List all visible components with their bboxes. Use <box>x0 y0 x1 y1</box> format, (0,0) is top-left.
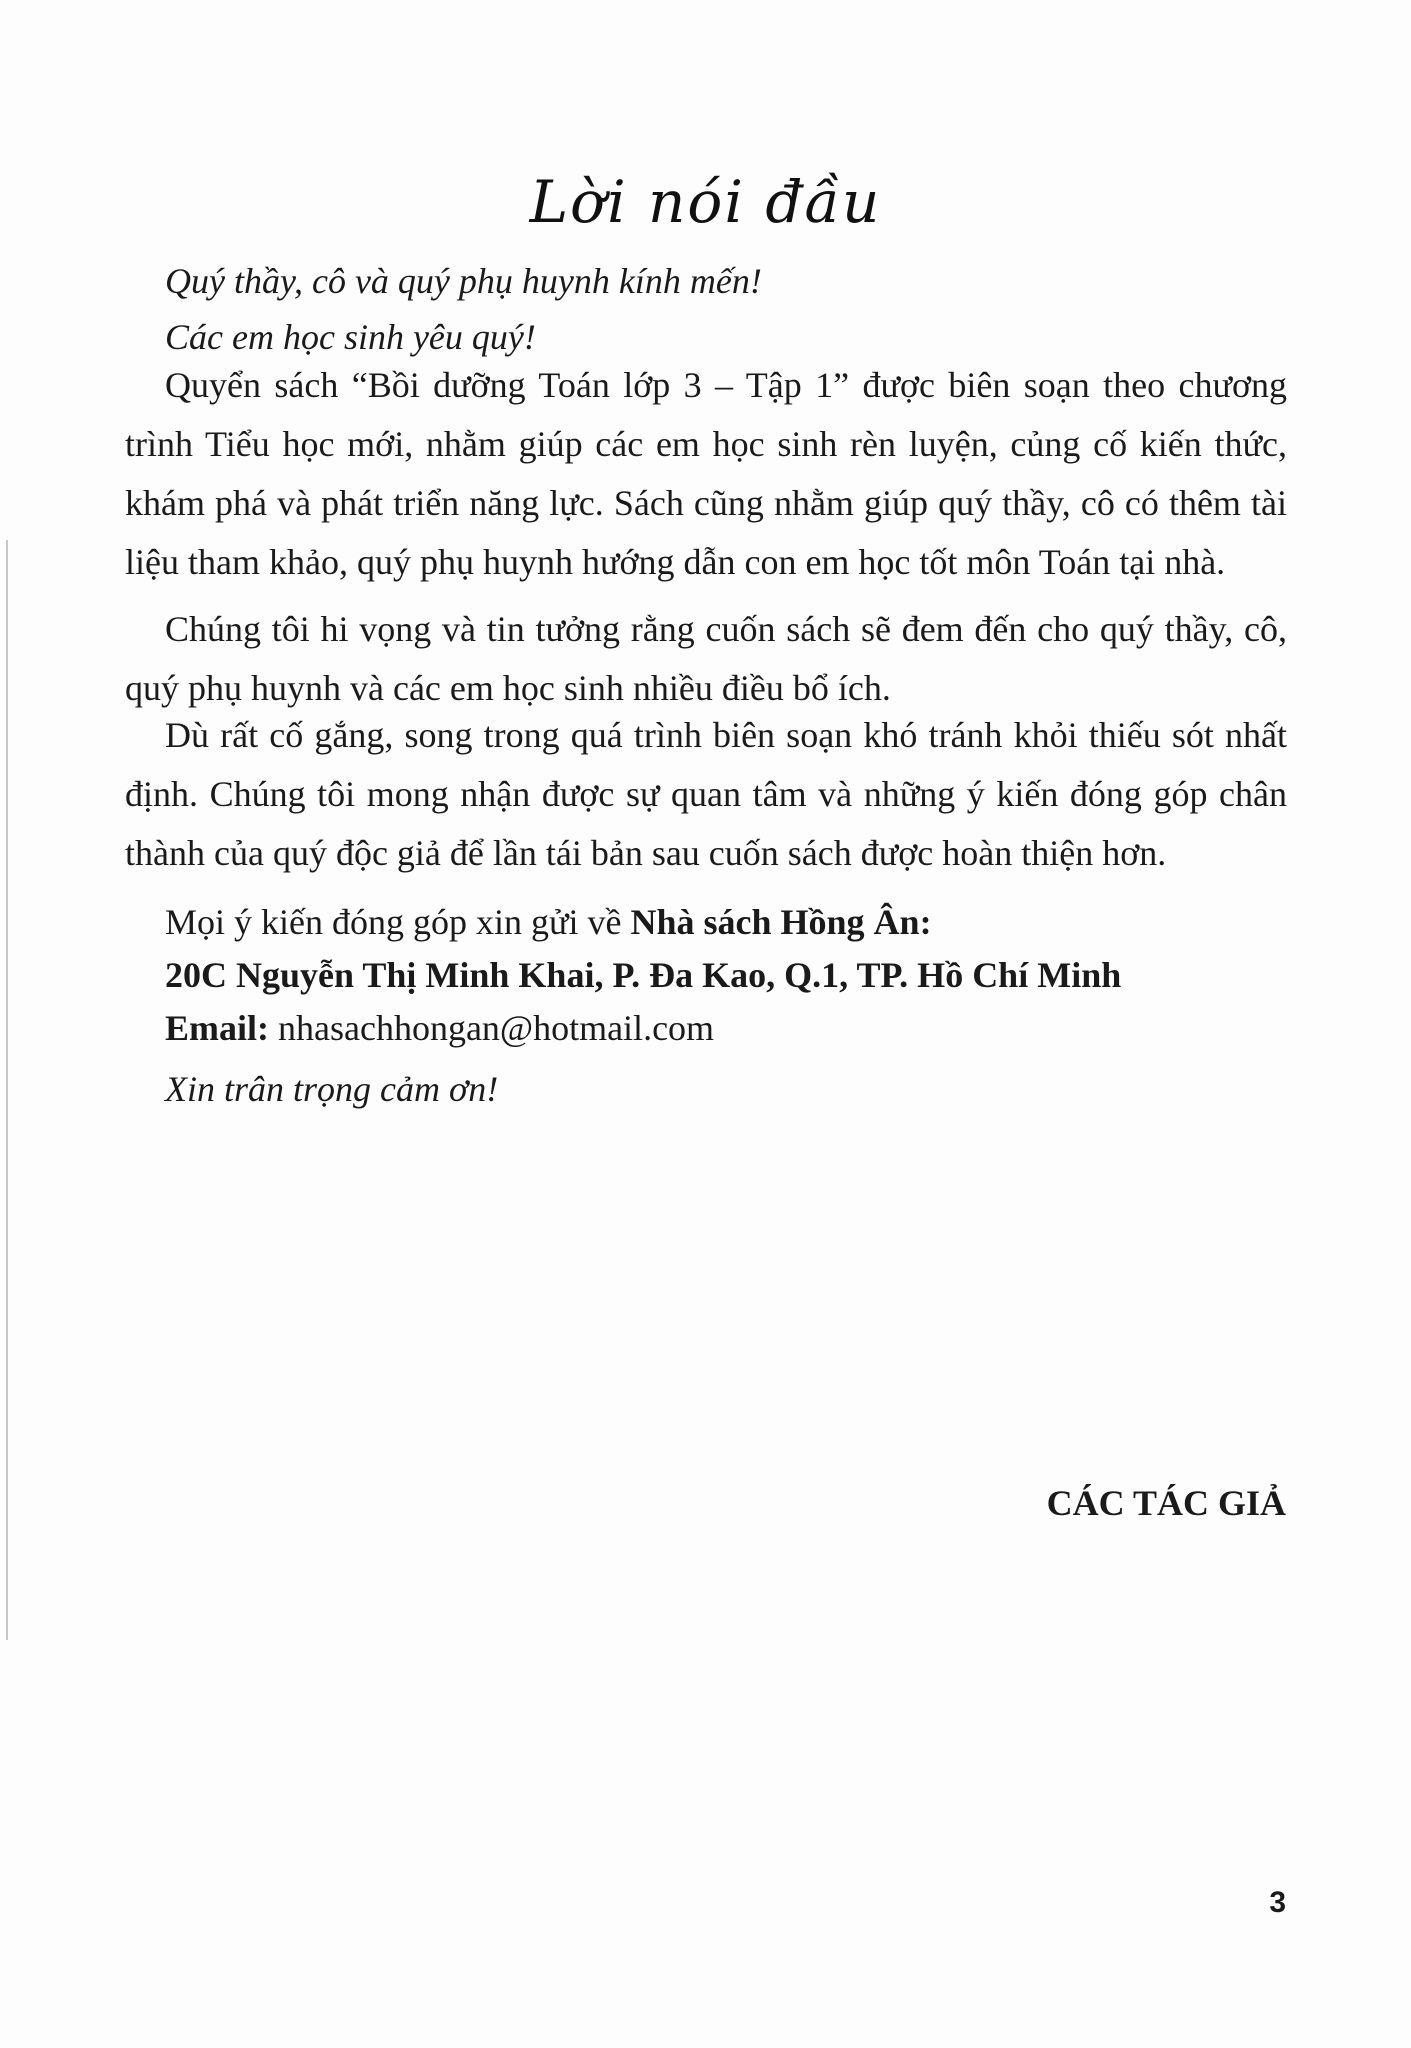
paragraph-intro: Quyển sách “Bồi dưỡng Toán lớp 3 – Tập 1” được biên soạn theo chương trình Tiểu học mới, nhằm giúp các em học sinh rèn luyện, củng cố kiến thức, khám phá và phát triển năng lực. Sách cũng nhằm giúp quý thầy, cô có thêm tài liệu tham khảo, quý phụ huynh hướng dẫn con em học tốt môn Toán tại nhà. <box>125 365 1287 582</box>
author-signature: CÁC TÁC GIẢ <box>1046 1483 1286 1523</box>
contact-email-line <box>165 999 714 1058</box>
publisher-address: 20C Nguyễn Thị Minh Khai, P. Đa Kao, Q.1, TP. Hồ Chí Minh <box>165 955 1122 995</box>
page-number: 3 <box>1269 1886 1286 1919</box>
publisher-name: Nhà sách Hồng Ân: <box>630 902 932 942</box>
closing-thanks: Xin trân trọng cảm ơn! <box>165 1069 499 1109</box>
contact-intro-text: Mọi ý kiến đóng góp xin gửi về <box>165 902 631 942</box>
paragraph-hope: Chúng tôi hi vọng và tin tưởng rằng cuốn sách sẽ đem đến cho quý thầy, cô, quý phụ huynh và các em học sinh nhiều điều bổ ích. <box>125 609 1287 708</box>
email-label: Email: <box>165 1008 269 1048</box>
email-address: nhasachhongan@hotmail.com <box>269 1008 715 1048</box>
contact-intro-line <box>165 893 932 952</box>
page-title: Lời nói đầu <box>529 168 882 236</box>
greeting-line-2: Các em học sinh yêu quý! <box>165 317 536 357</box>
page-binding-edge <box>6 540 8 1640</box>
greeting-line-1: Quý thầy, cô và quý phụ huynh kính mến! <box>165 261 762 301</box>
paragraph-feedback: Dù rất cố gắng, song trong quá trình biên soạn khó tránh khỏi thiếu sót nhất định. Chúng tôi mong nhận được sự quan tâm và những ý kiến đóng góp chân thành của quý độc giả để lần tái bản sau cuốn sách được hoàn thiện hơn. <box>125 715 1287 873</box>
